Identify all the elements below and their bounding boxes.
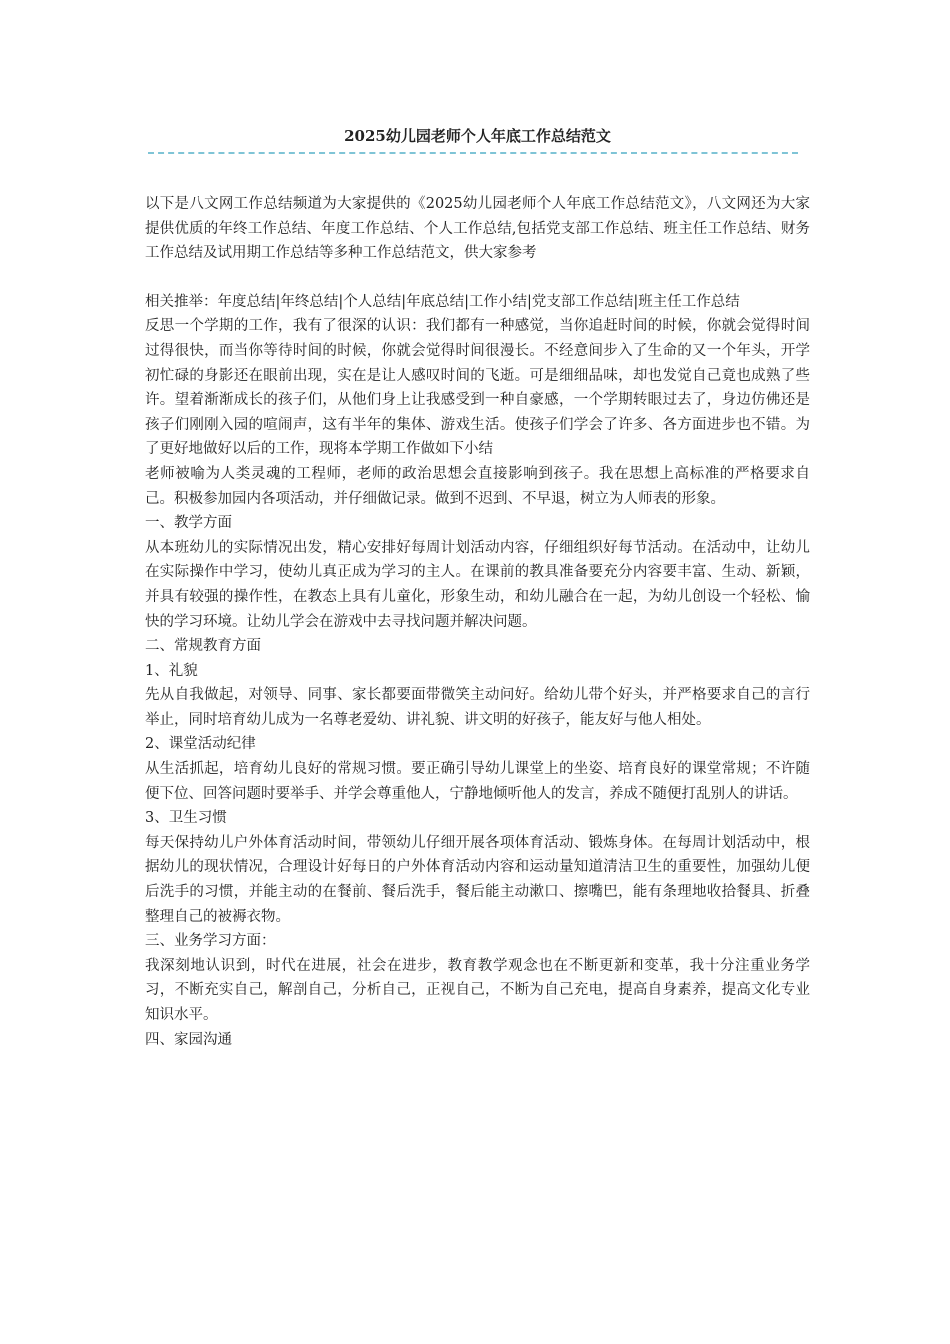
document-page — [145, 126, 810, 1052]
document-body — [145, 192, 810, 1052]
title-divider — [148, 152, 798, 154]
body-paragraph: 从本班幼儿的实际情况出发，精心安排好每周计划活动内容，仔细组织好每节活动。在活动中，让幼儿在实际操作中学习，使幼儿真正成为学习的主人。在课前的教具准备要充分内容要丰富、生动、新颖，并具有较强的操作性，在教态上具有儿童化，形象生动，和幼儿融合在一起，为幼儿创设一个轻松、愉快的学习环境。让幼儿学会在游戏中去寻找问题并解决问题。 — [145, 539, 810, 630]
document-title: 2025幼儿园老师个人年底工作总结范文 — [344, 127, 611, 145]
body-paragraph: 从生活抓起，培育幼儿良好的常规习惯。要正确引导幼儿课堂上的坐姿、培育良好的课堂常规；不许随便下位、回答问题时要举手、并学会尊重他人，宁静地倾听他人的发言，养成不随便打乱别人的讲话。 — [145, 761, 810, 802]
section-heading: 三、业务学习方面： — [145, 933, 276, 950]
body-paragraph: 每天保持幼儿户外体育活动时间，带领幼儿仔细开展各项体育活动、锻炼身体。在每周计划活动中，根据幼儿的现状情况，合理设计好每日的户外体育活动内容和运动量知道清洁卫生的重要性，加强幼儿便后洗手的习惯，并能主动的在餐前、餐后洗手，餐后能主动漱口、擦嘴巴，能有条理地收拾餐具、折叠整理自己的被褥衣物。 — [145, 834, 810, 925]
section-heading: 二、常规教育方面 — [145, 638, 261, 655]
subsection-heading: 2、课堂活动纪律 — [145, 736, 256, 753]
body-paragraph: 反思一个学期的工作，我有了很深的认识：我们都有一种感觉，当你追赶时间的时候，你就会觉得时间过得很快，而当你等待时间的时候，你就会觉得时间很漫长。不经意间步入了生命的又一个年头，开学初忙碌的身影还在眼前出现，实在是让人感叹时间的飞逝。可是细细品味，却也发觉自己竟也成熟了些许。望着渐渐成长的孩子们，从他们身上让我感受到一种自豪感，一个学期转眼过去了，身边仿佛还是孩子们刚刚入园的喧闹声，这有半年的集体、游戏生活。使孩子们学会了许多、各方面进步也不错。为了更好地做好以后的工作，现将本学期工作做如下小结 — [145, 318, 810, 458]
intro-paragraph: 以下是八文网工作总结频道为大家提供的《2025幼儿园老师个人年底工作总结范文》，八文网还为大家提供优质的年终工作总结、年度工作总结、个人工作总结,包括党支部工作总结、班主任工作总结、财务工作总结及试用期工作总结等多种工作总结范文，供大家参考 — [145, 196, 810, 262]
related-recommendations: 相关推举：年度总结|年终总结|个人总结|年底总结|工作小结|党支部工作总结|班主任工作总结 — [145, 293, 740, 310]
subsection-heading: 3、卫生习惯 — [145, 810, 227, 827]
section-heading: 一、教学方面 — [145, 515, 232, 532]
body-paragraph: 老师被喻为人类灵魂的工程师，老师的政治思想会直接影响到孩子。我在思想上高标准的严格要求自己。积极参加园内各项活动，并仔细做记录。做到不迟到、不早退，树立为人师表的形象。 — [145, 465, 810, 507]
body-paragraph: 我深刻地认识到，时代在进展，社会在进步，教育教学观念也在不断更新和变革，我十分注重业务学习，不断充实自己，解剖自己，分析自己，正视自己，不断为自己充电，提高自身素养，提高文化专业知识水平。 — [145, 957, 810, 1023]
subsection-heading: 1、礼貌 — [145, 662, 198, 679]
body-paragraph: 先从自我做起，对领导、同事、家长都要面带微笑主动问好。给幼儿带个好头，并严格要求自己的言行举止，同时培育幼儿成为一名尊老爱幼、讲礼貌、讲文明的好孩子，能友好与他人相处。 — [145, 687, 810, 728]
section-heading: 四、家园沟通 — [145, 1031, 232, 1048]
